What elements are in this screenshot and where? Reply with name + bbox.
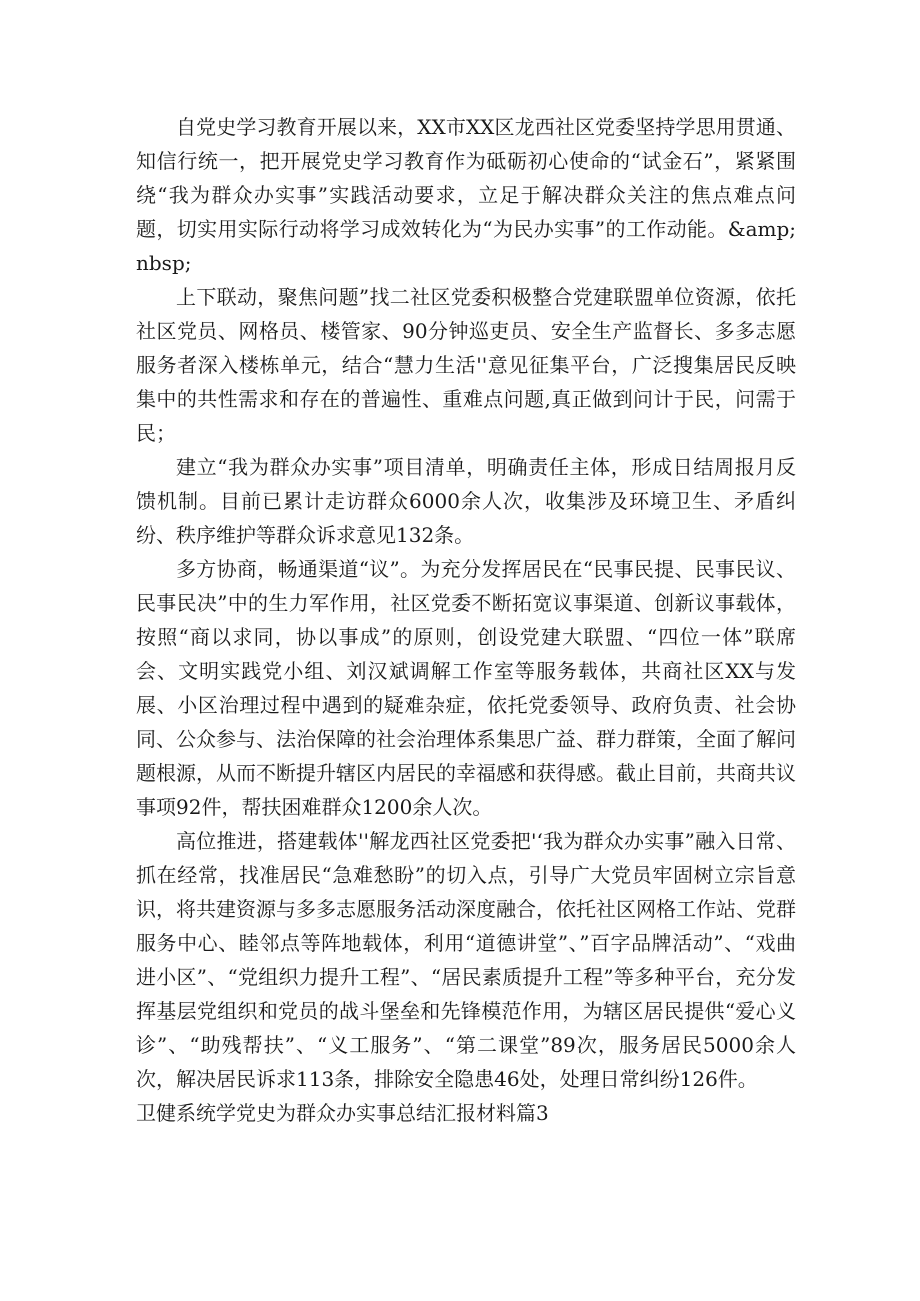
paragraph-promotion: 高位推进，搭建载体''解龙西社区党委把'‘我为群众办实事”融入日常、抓在经常，找准居民“急难愁盼”的切入点，引导广大党员牢固树立宗旨意识，将共建资源与多多志愿服务活动深度融合，依托社区网格工作站、党群服务中心、睦邻点等阵地载体，利用“道德讲堂”、”百字品牌活动”、“戏曲进小区”、“党组织力提升工程”、“居民素质提升工程”等多种平台，充分发挥基层党组织和党员的战斗堡垒和先锋模范作用，为辖区居民提供“爱心义诊”、“助残帮扶”、“义工服务”、“第二课堂”89次，服务居民5000余人次，解决居民诉求113条，排除安全隐患46处，处理日常纠纷126件。 (136, 829, 796, 1091)
paragraph-linkage: 上下联动，聚焦问题”找二社区党委积极整合党建联盟单位资源，依托社区党员、网格员、楼管家、90分钟巡吏员、安全生产监督长、多多志愿服务者深入楼栋单元，结合“慧力生活''意见征集平台，广泛搜集居民反映集中的共性需求和存在的普遍性、重难点问题,真正做到问计于民，问需于民； (136, 285, 796, 445)
paragraph-project-list: 建立“我为群众办实事”项目清单，明确责任主体，形成日结周报月反馈机制。目前已累计走访群众6000余人次，收集涉及环境卫生、矛盾纠纷、秩序维护等群众诉求意见132条。 (136, 455, 796, 547)
paragraph-intro: 自党史学习教育开展以来，XX市XX区龙西社区党委坚持学思用贯通、知信行统一，把开展党史学习教育作为砥砺初心使命的“试金石”，紧紧围绕“我为群众办实事”实践活动要求，立足于解决群众关注的焦点难点问题，切实用实际行动将学习成效转化为“为民办实事”的工作动能。&amp;nbsp; (136, 115, 796, 275)
section-heading: 卫健系统学党史为群众办实事总结汇报材料篇3 (136, 1101, 549, 1125)
document-body (136, 110, 796, 1130)
paragraph-consultation: 多方协商，畅通渠道“议”。为充分发挥居民在“民事民提、民事民议、民事民决”中的生力军作用，社区党委不断拓宽议事渠道、创新议事载体，按照“商以求同，协以事成”的原则，创设党建大联盟、“四位一体”联席会、文明实践党小组、刘汉斌调解工作室等服务载体，共商社区XX与发展、小区治理过程中遇到的疑难杂症，依托党委领导、政府负责、社会协同、公众参与、法治保障的社会治理体系集思广益、群力群策，全面了解问题根源，从而不断提升辖区内居民的幸福感和获得感。截止目前，共商共议事项92件，帮扶困难群众1200余人次。 (136, 557, 796, 819)
